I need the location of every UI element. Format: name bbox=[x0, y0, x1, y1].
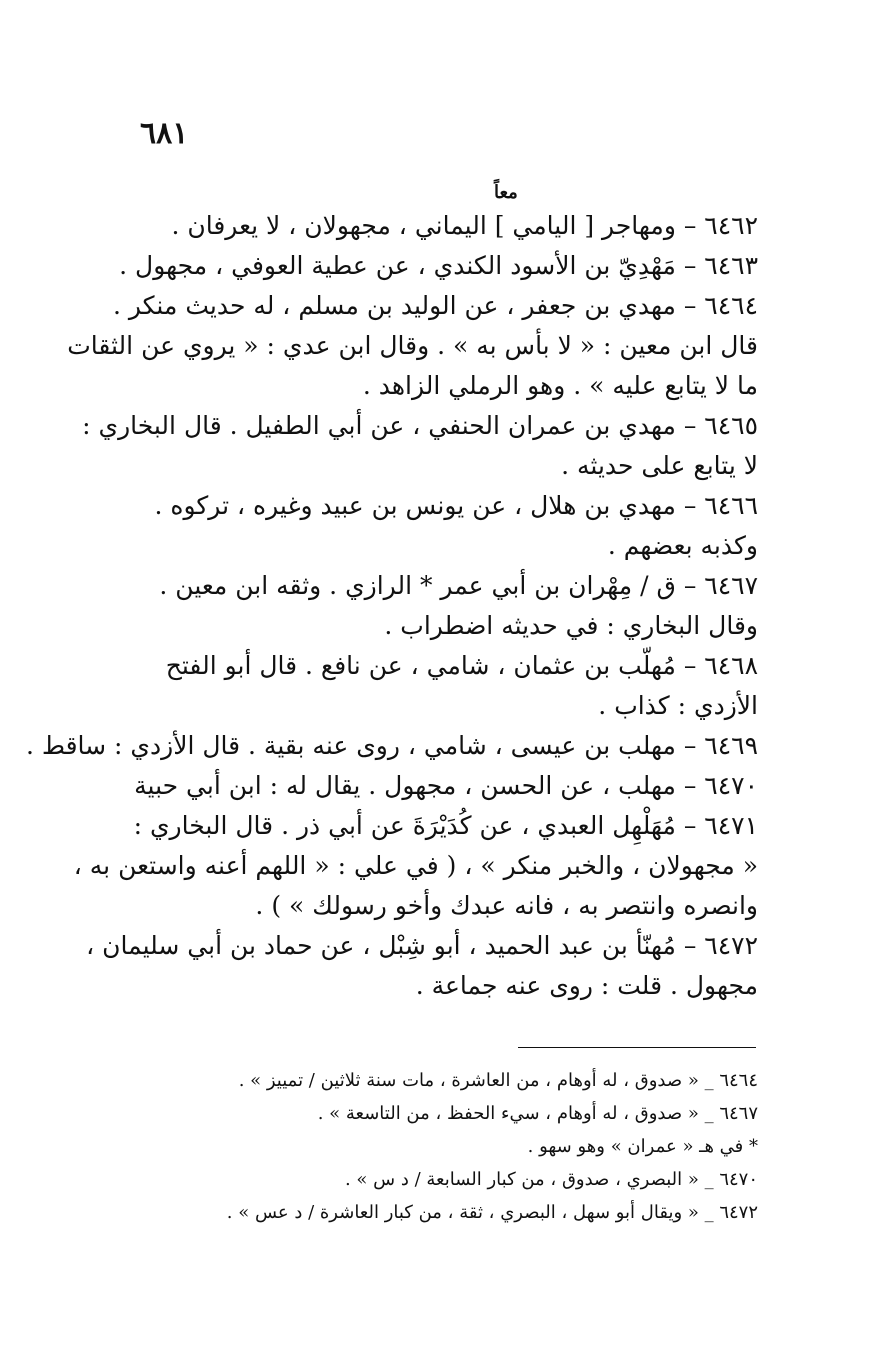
text-line: مجهول . قلت : روى عنه جماعة . bbox=[415, 971, 758, 1000]
text-line: وقال البخاري : في حديثه اضطراب . bbox=[384, 611, 758, 640]
text-line: ٦٤٧١ – مُهَلْهِل العبدي ، عن كُدَيْرَةَ عن أبي ذر . قال البخاري : bbox=[133, 811, 758, 840]
main-text bbox=[25, 206, 758, 1006]
footnote-line: ٦٤٦٧ _ « صدوق ، له أوهام ، سيء الحفظ ، من التاسعة » . bbox=[317, 1103, 758, 1124]
footnote-line: ٦٤٦٤ _ « صدوق ، له أوهام ، من العاشرة ، مات سنة ثلاثين / تمييز » . bbox=[238, 1070, 758, 1091]
text-line: ٦٤٦٩ – مهلب بن عيسى ، شامي ، روى عنه بقية . قال الأزدي : ساقط . bbox=[25, 731, 758, 760]
footnote-line: * في هـ « عمران » وهو سهو . bbox=[527, 1136, 758, 1157]
text-line: وانصره وانتصر به ، فانه عبدك وأخو رسولك » ) . bbox=[255, 891, 758, 920]
text-line: ٦٤٦٢ – ومهاجر [ اليامي ] اليماني ، مجهولان ، لا يعرفان . bbox=[171, 211, 758, 240]
text-line: ٦٤٦٧ – ق / مِهْران بن أبي عمر * الرازي . وثقه ابن معين . bbox=[159, 571, 758, 600]
text-line: ٦٤٦٨ – مُهلّب بن عثمان ، شامي ، عن نافع . قال أبو الفتح bbox=[165, 651, 758, 680]
footnote-divider bbox=[518, 1047, 756, 1048]
text-line: ٦٤٦٦ – مهدي بن هلال ، عن يونس بن عبيد وغيره ، تركوه . bbox=[154, 491, 758, 520]
text-line: ٦٤٧٠ – مهلب ، عن الحسن ، مجهول . يقال له : ابن أبي حبية bbox=[134, 771, 758, 800]
text-line: الأزدي : كذاب . bbox=[598, 691, 758, 720]
footnotes bbox=[128, 1064, 758, 1229]
footnote-line: ٦٤٧٠ _ « البصري ، صدوق ، من كبار السابعة / د س » . bbox=[344, 1169, 758, 1190]
text-line: قال ابن معين : « لا بأس به » . وقال ابن عدي : « يروي عن الثقات bbox=[67, 331, 758, 360]
text-line: وكذبه بعضهم . bbox=[607, 531, 758, 560]
text-line: لا يتابع على حديثه . bbox=[561, 451, 758, 480]
text-line: ما لا يتابع عليه » . وهو الرملي الزاهد . bbox=[362, 371, 758, 400]
text-line: ٦٤٦٣ – مَهْدِيّ بن الأسود الكندي ، عن عطية العوفي ، مجهول . bbox=[119, 251, 758, 280]
text-line: ٦٤٦٤ – مهدي بن جعفر ، عن الوليد بن مسلم ، له حديث منكر . bbox=[112, 291, 758, 320]
text-line: ٦٤٦٥ – مهدي بن عمران الحنفي ، عن أبي الطفيل . قال البخاري : bbox=[82, 411, 758, 440]
footnote-line: ٦٤٧٢ _ « ويقال أبو سهل ، البصري ، ثقة ، من كبار العاشرة / د عس » . bbox=[226, 1202, 758, 1223]
page-number: ٦٨١ bbox=[140, 116, 189, 151]
text-line: « مجهولان ، والخبر منكر » ، ( في علي : « اللهم أعنه واستعن به ، bbox=[73, 851, 758, 880]
marginal-word: معاً bbox=[494, 182, 518, 203]
text-line: ٦٤٧٢ – مُهنّأ بن عبد الحميد ، أبو شِبْل ، عن حماد بن أبي سليمان ، bbox=[86, 931, 758, 960]
